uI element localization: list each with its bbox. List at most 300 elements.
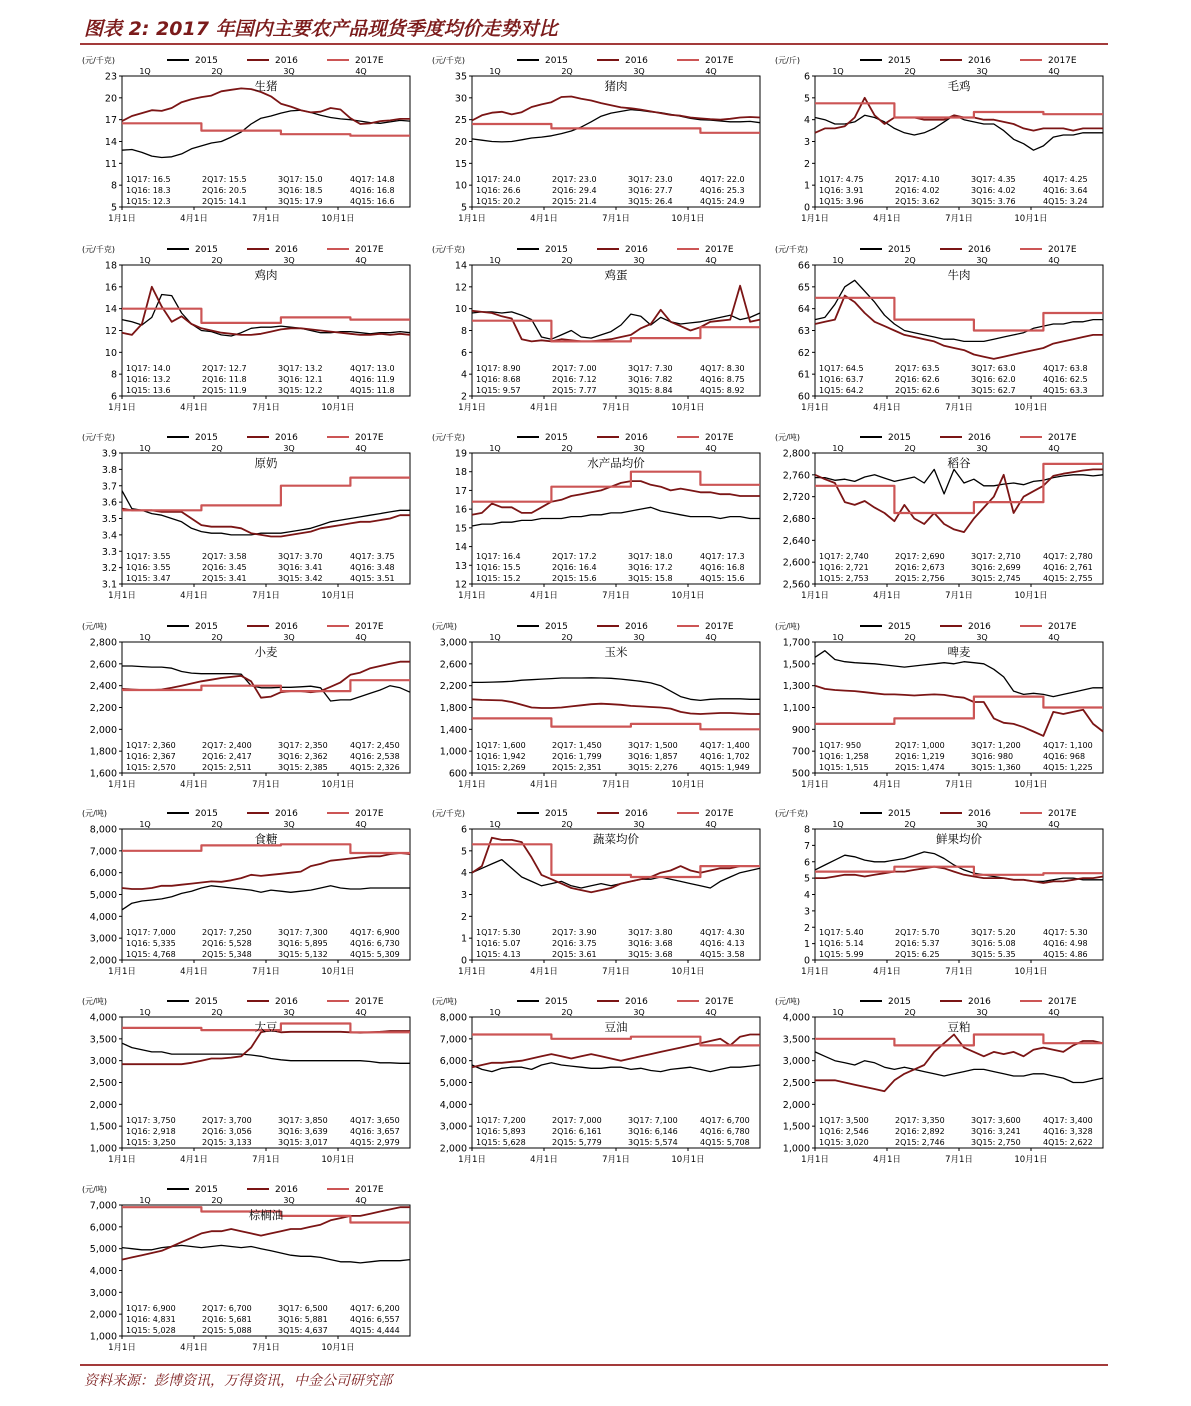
x-tick-label: 10月1日 [1014,780,1048,790]
legend-label: 2017E [1048,622,1077,632]
table-cell: 1Q17: 14.0 [126,364,171,373]
y-tick-label: 1,500 [782,659,810,671]
x-tick-label: 10月1日 [321,591,355,601]
table-cell: 3Q17: 13.2 [278,364,323,373]
quarter-label: 4Q [355,633,367,642]
table-cell: 2Q17: 2,690 [895,552,945,561]
legend-label: 2015 [888,433,911,443]
table-cell: 3Q16: 12.1 [278,375,323,384]
table-cell: 1Q15: 4,768 [126,950,176,959]
table-cell: 2Q17: 3,700 [202,1116,252,1125]
table-cell: 3Q15: 26.4 [628,197,673,206]
y-tick-label: 2,560 [782,579,810,591]
chart-14 [422,805,767,983]
unit-label: (元/吨) [775,433,800,442]
y-tick-label: 0 [460,955,467,967]
quarter-label: 2Q [211,67,223,76]
legend-label: 2016 [625,622,648,632]
y-tick-label: 8 [803,824,810,836]
table-cell: 1Q15: 2,269 [476,763,526,772]
quarter-label: 4Q [1048,633,1060,642]
y-tick-label: 3 [803,137,810,148]
table-cell: 4Q15: 16.6 [350,197,395,206]
x-tick-label: 1月1日 [801,780,829,790]
x-tick-label: 7月1日 [252,403,280,413]
y-tick-label: 3.7 [101,481,117,493]
chart-16 [72,993,417,1171]
table-cell: 3Q17: 23.0 [628,175,673,184]
y-tick-label: 10 [104,347,117,359]
y-tick-label: 3,000 [439,637,467,649]
x-tick-label: 1月1日 [108,1155,136,1165]
table-cell: 2Q15: 14.1 [202,197,247,206]
table-cell: 2Q15: 2,746 [895,1138,945,1147]
y-tick-label: 500 [791,768,810,780]
quarter-label: 2Q [211,1008,223,1017]
table-cell: 1Q15: 15.2 [476,574,521,583]
legend-label: 2017E [705,56,734,66]
y-tick-label: 3.8 [101,464,117,476]
table-cell: 4Q15: 5,708 [700,1138,750,1147]
chart-title: 牛肉 [947,268,971,282]
legend-label: 2017E [355,56,384,66]
x-tick-label: 10月1日 [1014,1155,1048,1165]
table-cell: 4Q16: 6,780 [700,1127,750,1136]
chart-title: 啤麦 [947,645,971,659]
x-tick-label: 10月1日 [671,780,705,790]
table-cell: 2Q16: 62.6 [895,375,940,384]
quarter-label: 2Q [561,67,573,76]
table-cell: 1Q17: 16.4 [476,552,521,561]
table-cell: 4Q16: 11.9 [350,375,395,384]
table-cell: 1Q17: 4.75 [819,175,864,184]
chart-title: 大豆 [254,1020,278,1034]
x-tick-label: 7月1日 [602,214,630,224]
legend-label: 2017E [705,433,734,443]
quarter-label: 4Q [1048,1008,1060,1017]
quarter-label: 4Q [705,1008,717,1017]
y-tick-label: 66 [797,260,810,272]
table-cell: 2Q16: 20.5 [202,186,247,195]
quarter-label: 1Q [489,67,501,76]
x-tick-label: 10月1日 [321,214,355,224]
y-tick-label: 25 [454,115,467,127]
quarter-label: 3Q [976,444,988,453]
legend-label: 2015 [888,809,911,819]
y-tick-label: 6,000 [439,1056,467,1068]
table-cell: 2Q17: 23.0 [552,175,597,184]
table-cell: 4Q16: 3,657 [350,1127,400,1136]
y-tick-label: 6 [460,347,467,359]
legend-label: 2017E [1048,809,1077,819]
y-tick-label: 3.2 [101,563,117,575]
table-cell: 4Q17: 17.3 [700,552,745,561]
table-cell: 3Q16: 62.0 [971,375,1016,384]
quarter-label: 4Q [705,633,717,642]
x-tick-label: 4月1日 [873,591,901,601]
x-tick-label: 4月1日 [530,591,558,601]
y-tick-label: 5 [460,202,467,214]
unit-label: (元/吨) [82,809,107,818]
table-cell: 1Q16: 18.3 [126,186,171,195]
source-note: 资料来源：彭博资讯，万得资讯，中金公司研究部 [84,1373,392,1389]
chart-title: 原奶 [254,456,278,470]
quarter-label: 2Q [904,633,916,642]
table-cell: 2Q15: 7.77 [552,386,597,395]
unit-label: (元/千克) [432,56,465,65]
table-cell: 2Q16: 1,799 [552,752,602,761]
quarter-label: 2Q [904,444,916,453]
quarter-label: 1Q [139,633,151,642]
quarter-label: 4Q [355,256,367,265]
x-tick-label: 1月1日 [458,214,486,224]
quarter-label: 1Q [139,820,151,829]
quarter-label: 1Q [489,1008,501,1017]
legend-label: 2015 [545,809,568,819]
y-tick-label: 7,000 [89,1200,117,1212]
legend-label: 2015 [888,622,911,632]
legend-label: 2017E [355,1185,384,1195]
table-cell: 1Q17: 3.55 [126,552,171,561]
table-cell: 1Q16: 26.6 [476,186,521,195]
unit-label: (元/吨) [775,997,800,1006]
y-tick-label: 1,800 [439,703,467,714]
y-tick-label: 16 [454,504,467,516]
y-tick-label: 2 [803,158,810,170]
chart-19 [72,1181,417,1359]
table-cell: 4Q16: 25.3 [700,186,745,195]
table-cell: 4Q15: 1,225 [1043,763,1093,772]
table-cell: 2Q15: 5,779 [552,1138,602,1147]
x-tick-label: 7月1日 [602,967,630,977]
quarter-label: 2Q [904,1008,916,1017]
table-cell: 1Q16: 15.5 [476,563,521,572]
y-tick-label: 20 [454,137,467,148]
x-tick-label: 1月1日 [801,967,829,977]
quarter-label: 1Q [139,67,151,76]
table-cell: 4Q17: 4.25 [1043,175,1088,184]
y-tick-label: 4,000 [89,911,117,923]
unit-label: (元/千克) [82,56,115,65]
legend-label: 2016 [968,622,991,632]
table-cell: 1Q17: 3,500 [819,1116,869,1125]
y-tick-label: 5 [803,93,810,105]
quarter-label: 2Q [211,820,223,829]
x-tick-label: 7月1日 [945,967,973,977]
y-tick-label: 2,600 [782,557,810,569]
table-cell: 3Q16: 980 [971,752,1014,761]
table-cell: 3Q15: 5,574 [628,1138,678,1147]
legend-label: 2015 [545,245,568,255]
x-tick-label: 10月1日 [1014,967,1048,977]
chart-4 [72,241,417,419]
footer-rule [80,1364,1108,1366]
x-tick-label: 10月1日 [1014,591,1048,601]
y-tick-label: 1,600 [89,768,117,780]
table-cell: 3Q16: 1,857 [628,752,678,761]
table-cell: 1Q17: 16.5 [126,175,171,184]
x-tick-label: 1月1日 [458,967,486,977]
legend-label: 2016 [275,56,298,66]
legend-label: 2016 [275,433,298,443]
quarter-label: 4Q [705,444,717,453]
table-cell: 1Q17: 2,740 [819,552,869,561]
table-cell: 2Q15: 3.61 [552,950,597,959]
legend-label: 2015 [888,56,911,66]
y-tick-label: 3,000 [89,1287,117,1299]
table-cell: 4Q16: 2,761 [1043,563,1093,572]
legend-label: 2016 [275,622,298,632]
chart-9 [765,429,1110,607]
table-cell: 4Q17: 6,900 [350,928,400,937]
table-cell: 3Q15: 2,276 [628,763,678,772]
table-cell: 1Q17: 1,600 [476,741,526,750]
table-cell: 4Q16: 4.98 [1043,939,1088,948]
x-tick-label: 4月1日 [873,780,901,790]
table-cell: 2Q17: 17.2 [552,552,597,561]
table-cell: 2Q16: 7.12 [552,375,597,384]
y-tick-label: 3.6 [101,497,117,509]
x-tick-label: 1月1日 [801,403,829,413]
y-tick-label: 2,000 [439,1143,467,1155]
table-cell: 1Q17: 6,900 [126,1304,176,1313]
y-tick-label: 1,000 [439,746,467,758]
x-tick-label: 7月1日 [602,780,630,790]
quarter-label: 1Q [832,820,844,829]
table-cell: 2Q16: 6,161 [552,1127,602,1136]
table-cell: 4Q16: 3.64 [1043,186,1088,195]
table-cell: 3Q15: 2,750 [971,1138,1021,1147]
unit-label: (元/千克) [82,433,115,442]
y-tick-label: 3.3 [101,546,117,558]
legend-label: 2016 [275,245,298,255]
quarter-label: 2Q [211,633,223,642]
table-cell: 3Q15: 5.35 [971,950,1016,959]
y-tick-label: 2,000 [89,955,117,967]
table-cell: 4Q15: 3.58 [700,950,745,959]
y-tick-label: 18 [104,260,117,272]
x-tick-label: 1月1日 [108,1343,136,1353]
table-cell: 4Q16: 3.48 [350,563,395,572]
table-cell: 3Q17: 3.70 [278,552,323,561]
chart-5 [422,241,767,419]
quarter-label: 4Q [1048,444,1060,453]
table-cell: 3Q16: 5,881 [278,1315,328,1324]
x-tick-label: 7月1日 [602,403,630,413]
table-cell: 3Q17: 18.0 [628,552,673,561]
quarter-label: 3Q [633,256,645,265]
table-cell: 3Q17: 1,500 [628,741,678,750]
y-tick-label: 1,000 [89,1143,117,1155]
unit-label: (元/斤) [775,56,800,65]
legend-label: 2015 [545,433,568,443]
table-cell: 1Q15: 5,028 [126,1326,176,1335]
y-tick-label: 4,000 [89,1012,117,1024]
quarter-label: 2Q [904,256,916,265]
table-cell: 2Q17: 3,350 [895,1116,945,1125]
quarter-label: 4Q [355,820,367,829]
chart-title: 豆粕 [947,1020,971,1034]
x-tick-label: 4月1日 [180,214,208,224]
table-cell: 2Q15: 21.4 [552,197,597,206]
y-tick-label: 1,500 [89,1121,117,1133]
y-tick-label: 3.9 [101,448,117,460]
chart-title: 鸡蛋 [604,268,628,282]
y-tick-label: 1,500 [782,1121,810,1133]
table-cell: 1Q17: 8.90 [476,364,521,373]
table-cell: 4Q15: 8.92 [700,386,745,395]
table-cell: 4Q17: 22.0 [700,175,745,184]
chart-3 [765,52,1110,230]
quarter-label: 3Q [976,633,988,642]
y-tick-label: 3.5 [101,514,117,525]
table-cell: 1Q15: 9.57 [476,386,521,395]
y-tick-label: 11 [104,158,117,170]
table-cell: 4Q15: 15.6 [700,574,745,583]
y-tick-label: 65 [797,282,810,294]
legend-label: 2016 [968,56,991,66]
y-tick-label: 8,000 [89,824,117,836]
quarter-label: 4Q [1048,256,1060,265]
table-cell: 2Q17: 4.10 [895,175,940,184]
quarter-label: 1Q [832,1008,844,1017]
legend-label: 2015 [195,245,218,255]
table-cell: 2Q15: 6.25 [895,950,940,959]
y-tick-label: 64 [797,304,810,316]
y-tick-label: 2,200 [439,681,467,693]
legend-label: 2015 [195,997,218,1007]
y-tick-label: 61 [797,369,810,381]
table-cell: 3Q15: 3.42 [278,574,323,583]
y-tick-label: 1,100 [782,703,810,714]
quarter-label: 3Q [283,1008,295,1017]
y-tick-label: 2,680 [782,514,810,525]
table-cell: 1Q15: 3.96 [819,197,864,206]
table-cell: 1Q17: 5.30 [476,928,521,937]
unit-label: (元/千克) [432,245,465,254]
table-cell: 3Q17: 4.35 [971,175,1016,184]
table-cell: 1Q17: 64.5 [819,364,864,373]
y-tick-label: 6 [460,824,467,836]
y-tick-label: 3,000 [439,1121,467,1133]
table-cell: 3Q17: 3.80 [628,928,673,937]
x-tick-label: 7月1日 [252,591,280,601]
table-cell: 1Q16: 3.91 [819,186,864,195]
y-tick-label: 8,000 [439,1012,467,1024]
quarter-label: 4Q [1048,820,1060,829]
y-tick-label: 6 [803,71,810,83]
x-tick-label: 10月1日 [1014,214,1048,224]
y-tick-label: 5 [110,202,117,214]
legend-label: 2017E [1048,433,1077,443]
table-cell: 2Q15: 3.41 [202,574,247,583]
table-cell: 2Q17: 1,000 [895,741,945,750]
chart-17 [422,993,767,1171]
table-cell: 4Q16: 2,538 [350,752,400,761]
x-tick-label: 10月1日 [321,967,355,977]
table-cell: 4Q17: 63.8 [1043,364,1088,373]
legend-label: 2015 [888,997,911,1007]
y-tick-label: 3,500 [89,1034,117,1046]
chart-15 [765,805,1110,983]
quarter-label: 4Q [1048,67,1060,76]
table-cell: 2Q15: 5,348 [202,950,252,959]
table-cell: 1Q15: 3,250 [126,1138,176,1147]
y-tick-label: 5,000 [439,1078,467,1089]
unit-label: (元/千克) [432,433,465,442]
legend-label: 2015 [195,622,218,632]
unit-label: (元/千克) [775,245,808,254]
unit-label: (元/千克) [82,245,115,254]
table-cell: 4Q17: 6,700 [700,1116,750,1125]
table-cell: 4Q17: 3,400 [1043,1116,1093,1125]
quarter-label: 3Q [976,820,988,829]
y-tick-label: 5,000 [89,890,117,901]
y-tick-label: 3 [460,890,467,901]
table-cell: 1Q15: 2,753 [819,574,869,583]
table-cell: 2Q16: 11.8 [202,375,247,384]
table-cell: 4Q16: 968 [1043,752,1086,761]
y-tick-label: 2,000 [782,1099,810,1111]
x-tick-label: 10月1日 [321,403,355,413]
y-tick-label: 12 [104,326,117,337]
y-tick-label: 1 [460,933,467,945]
table-cell: 3Q16: 2,699 [971,563,1021,572]
chart-title: 稻谷 [947,456,971,470]
table-cell: 3Q15: 4,637 [278,1326,328,1335]
legend-label: 2015 [545,56,568,66]
table-cell: 2Q16: 2,673 [895,563,945,572]
x-tick-label: 1月1日 [108,214,136,224]
table-cell: 2Q16: 3,056 [202,1127,252,1136]
y-tick-label: 2,640 [782,535,810,547]
y-tick-label: 2 [803,922,810,934]
table-cell: 3Q17: 2,710 [971,552,1021,561]
x-tick-label: 7月1日 [602,591,630,601]
y-tick-label: 1,800 [89,746,117,758]
legend-label: 2016 [968,997,991,1007]
table-cell: 3Q17: 3,600 [971,1116,1021,1125]
table-cell: 4Q17: 5.30 [1043,928,1088,937]
y-tick-label: 3,500 [782,1034,810,1046]
table-cell: 3Q16: 2,362 [278,752,328,761]
y-tick-label: 4,000 [782,1012,810,1024]
table-cell: 2Q17: 12.7 [202,364,247,373]
table-cell: 2Q17: 6,700 [202,1304,252,1313]
legend-label: 2016 [968,433,991,443]
table-cell: 4Q15: 11.8 [350,386,395,395]
table-cell: 1Q15: 2,570 [126,763,176,772]
y-tick-label: 13 [454,560,467,572]
table-cell: 1Q17: 3,750 [126,1116,176,1125]
table-cell: 2Q17: 15.5 [202,175,247,184]
table-cell: 4Q16: 16.8 [350,186,395,195]
chart-6 [765,241,1110,419]
table-cell: 3Q17: 1,200 [971,741,1021,750]
unit-label: (元/吨) [432,622,457,631]
table-cell: 1Q16: 2,918 [126,1127,176,1136]
table-cell: 3Q15: 5,132 [278,950,328,959]
chart-title: 豆油 [604,1020,628,1034]
quarter-label: 3Q [283,820,295,829]
table-cell: 4Q17: 3,650 [350,1116,400,1125]
x-tick-label: 10月1日 [671,1155,705,1165]
quarter-label: 4Q [355,444,367,453]
legend-label: 2017E [1048,997,1077,1007]
y-tick-label: 14 [454,542,467,554]
table-cell: 3Q16: 4.02 [971,186,1016,195]
table-cell: 2Q17: 2,400 [202,741,252,750]
